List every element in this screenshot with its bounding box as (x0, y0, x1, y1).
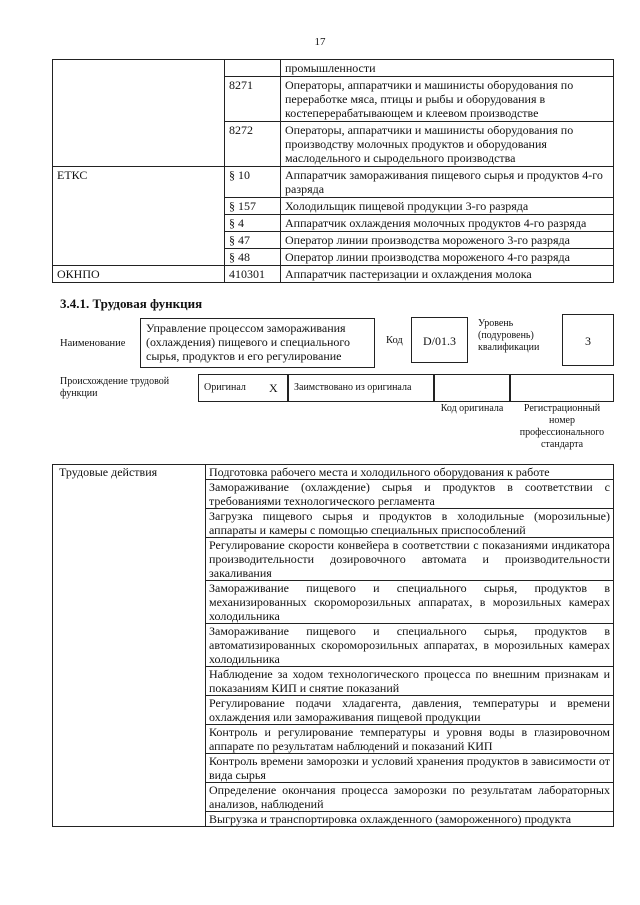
function-code: D/01.3 (411, 317, 468, 363)
classifier-cell: ОКНПО (53, 266, 225, 283)
code-label: Код (386, 335, 403, 346)
registration-number-caption: Регистрационный номер профессионального стандарта (519, 403, 605, 450)
action-item: Регулирование скорости конвейера в соответствии с показаниями индикатора производительности дозировочного автомата и производительности закаливания (206, 538, 614, 581)
actions-header: Трудовые действия (53, 465, 206, 827)
classifier-table (52, 59, 614, 283)
table-row (53, 60, 614, 77)
name-label: Наименование (60, 338, 126, 349)
action-item: Загрузка пищевого сырья и продуктов в холодильные (морозильные) аппараты и камеры с помощью специальных приспособлений (206, 509, 614, 538)
function-name: Управление процессом замораживания (охлаждения) пищевого и специального сырья, продуктов и его регулирование (140, 318, 375, 368)
classifier-cell (53, 60, 225, 167)
action-item: Подготовка рабочего места и холодильного оборудования к работе (206, 465, 614, 480)
name-cell: промышленности (281, 60, 614, 77)
action-item: Замораживание (охлаждение) сырья и продуктов в соответствии с требованиями технологического регламента (206, 480, 614, 509)
name-cell: Аппаратчик охлаждения молочных продуктов 4-го разряда (281, 215, 614, 232)
qualification-level: 3 (562, 314, 614, 366)
name-cell: Аппаратчик замораживания пищевого сырья и продуктов 4-го разряда (281, 167, 614, 198)
table-row (53, 167, 614, 198)
original-label: Оригинал (204, 382, 246, 393)
name-cell: Аппаратчик пастеризации и охлаждения молока (281, 266, 614, 283)
code-cell: 410301 (225, 266, 281, 283)
registration-number-cell (510, 374, 614, 402)
action-item: Контроль времени заморозки и условий хранения продуктов в зависимости от вида сырья (206, 754, 614, 783)
section-title: 3.4.1. Трудовая функция (60, 296, 203, 311)
name-cell: Оператор линии производства мороженого 3-го разряда (281, 232, 614, 249)
code-cell: § 4 (225, 215, 281, 232)
name-cell: Холодильщик пищевой продукции 3-го разряда (281, 198, 614, 215)
code-cell: 8272 (225, 122, 281, 167)
action-item: Замораживание пищевого и специального сырья, продуктов в механизированных скороморозильных аппаратах, в морозильных камерах холодильника (206, 581, 614, 624)
labor-actions-table (52, 464, 614, 827)
level-label: Уровень (подуровень) квалификации (478, 318, 540, 353)
action-item: Определение окончания процесса заморозки по результатам лабораторных анализов, наблюдений (206, 783, 614, 812)
origin-label: Происхождение трудовой функции (60, 376, 170, 399)
action-item: Замораживание пищевого и специального сырья, продуктов в автоматизированных скороморозильных аппаратах, в морозильных камерах холодильника (206, 624, 614, 667)
original-mark: X (269, 381, 278, 395)
code-cell: § 47 (225, 232, 281, 249)
original-code-cell (434, 374, 510, 402)
table-row (53, 465, 614, 480)
table-row (53, 266, 614, 283)
original-code-caption: Код оригинала (440, 403, 504, 414)
code-cell: § 10 (225, 167, 281, 198)
code-cell: § 157 (225, 198, 281, 215)
code-cell (225, 60, 281, 77)
action-item: Наблюдение за ходом технологического процесса по внешним признакам и показаниям КИП и снятие показаний (206, 667, 614, 696)
action-item: Регулирование подачи хладагента, давления, температуры и времени охлаждения или замораживания пищевой продукции (206, 696, 614, 725)
code-cell: § 48 (225, 249, 281, 266)
classifier-cell: ЕТКС (53, 167, 225, 266)
page-number: 17 (314, 36, 326, 48)
name-cell: Операторы, аппаратчики и машинисты оборудования по переработке мяса, птицы и рыбы и оборудования в костеперерабатывающем и клеевом производстве (281, 77, 614, 122)
action-item: Выгрузка и транспортировка охлажденного (замороженного) продукта (206, 812, 614, 827)
name-cell: Оператор линии производства мороженого 4-го разряда (281, 249, 614, 266)
code-cell: 8271 (225, 77, 281, 122)
original-cell (198, 374, 288, 402)
action-item: Контроль и регулирование температуры и уровня воды в глазировочном аппарате по результатам наблюдений и показаний КИП (206, 725, 614, 754)
name-cell: Операторы, аппаратчики и машинисты оборудования по производству молочных продуктов и оборудования маслодельного и сыродельного производства (281, 122, 614, 167)
borrowed-cell: Заимствовано из оригинала (288, 374, 434, 402)
